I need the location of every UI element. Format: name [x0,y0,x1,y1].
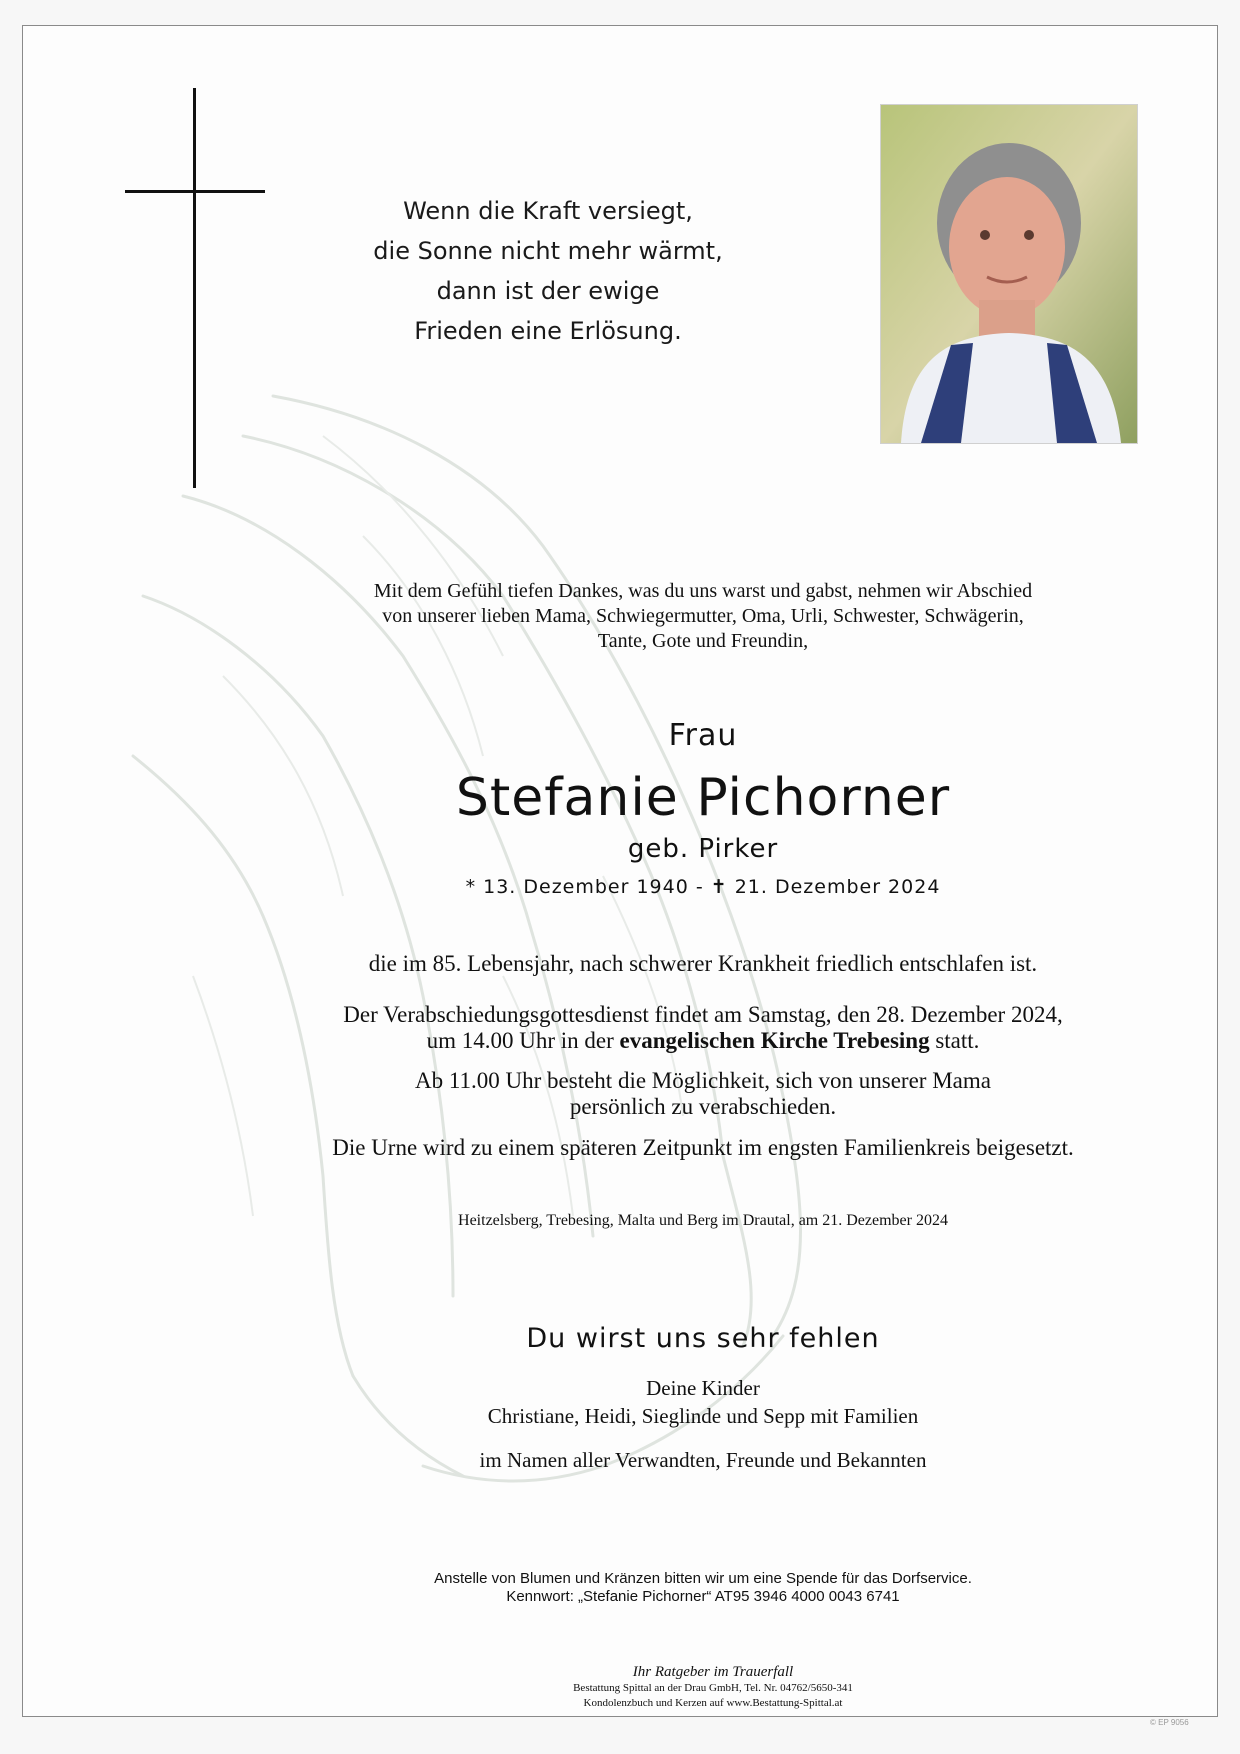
service-text: statt. [929,1028,980,1053]
funeral-home-footer [473,1664,953,1711]
farewell-info [273,1068,1133,1120]
portrait-photo [880,104,1138,444]
intro-line: Tante, Gote und Freundin, [597,630,809,652]
signature-children: Deine Kinder [646,1376,760,1400]
church-name: evangelischen Kirche Trebesing [619,1028,930,1053]
footer-slogan: Ihr Ratgeber im Trauerfall [632,1664,794,1680]
farewell-heading: Du wirst uns sehr fehlen [526,1323,880,1354]
farewell-line: persönlich zu verabschieden. [569,1094,837,1119]
page-frame [22,25,1218,1717]
poem-line: die Sonne nicht mehr wärmt, [373,237,723,265]
poem [358,191,738,351]
salutation: Frau [668,718,738,753]
donation-notice [273,1570,1133,1606]
service-line-1: Der Verabschiedungsgottesdienst findet am Samstag, den 28. Dezember 2024, [343,1002,1063,1027]
service-info [273,1002,1133,1054]
footer-website: Kondolenzbuch und Kerzen auf www.Bestattung-Spittal.at [583,1697,843,1709]
signature-relatives: im Namen aller Verwandten, Freunde und Bekannten [479,1448,927,1472]
cross-horizontal [125,190,265,193]
intro-line: Mit dem Gefühl tiefen Dankes, was du uns warst und gabst, nehmen wir Abschied [373,580,1033,602]
birth-name: geb. Pirker [627,834,779,864]
intro-text [273,579,1133,654]
place-date: Heitzelsberg, Trebesing, Malta und Berg im Drautal, am 21. Dezember 2024 [458,1212,948,1229]
farewell-line: Ab 11.00 Uhr besteht die Möglichkeit, sich von unserer Mama [415,1068,991,1093]
life-dates: * 13. Dezember 1940 - ✝ 21. Dezember 2024 [465,876,941,898]
service-line-2 [273,1028,1133,1054]
intro-line: von unserer lieben Mama, Schwiegermutter, Oma, Urli, Schwester, Schwägerin, [382,605,1024,627]
print-code: © EP 9056 [1150,1718,1189,1727]
signature-names: Christiane, Heidi, Sieglinde und Sepp mit Familien [487,1404,919,1428]
poem-line: Wenn die Kraft versiegt, [403,197,693,225]
donation-line: Anstelle von Blumen und Kränzen bitten wir um eine Spende für das Dorfservice. [434,1570,972,1587]
poem-line: dann ist der ewige [436,277,660,305]
footer-company: Bestattung Spittal an der Drau GmbH, Tel. Nr. 04762/5650-341 [573,1682,853,1694]
death-notice: die im 85. Lebensjahr, nach schwerer Krankheit friedlich entschlafen ist. [368,951,1038,976]
cross-vertical [193,88,196,488]
poem-line: Frieden eine Erlösung. [414,317,682,345]
deceased-name: Stefanie Pichorner [455,768,951,828]
donation-line: Kennwort: „Stefanie Pichorner“ AT95 3946 4000 0043 6741 [506,1588,900,1605]
urn-info: Die Urne wird zu einem späteren Zeitpunkt im engsten Familienkreis beigesetzt. [332,1135,1074,1160]
service-text: um 14.00 Uhr in der [426,1028,620,1053]
